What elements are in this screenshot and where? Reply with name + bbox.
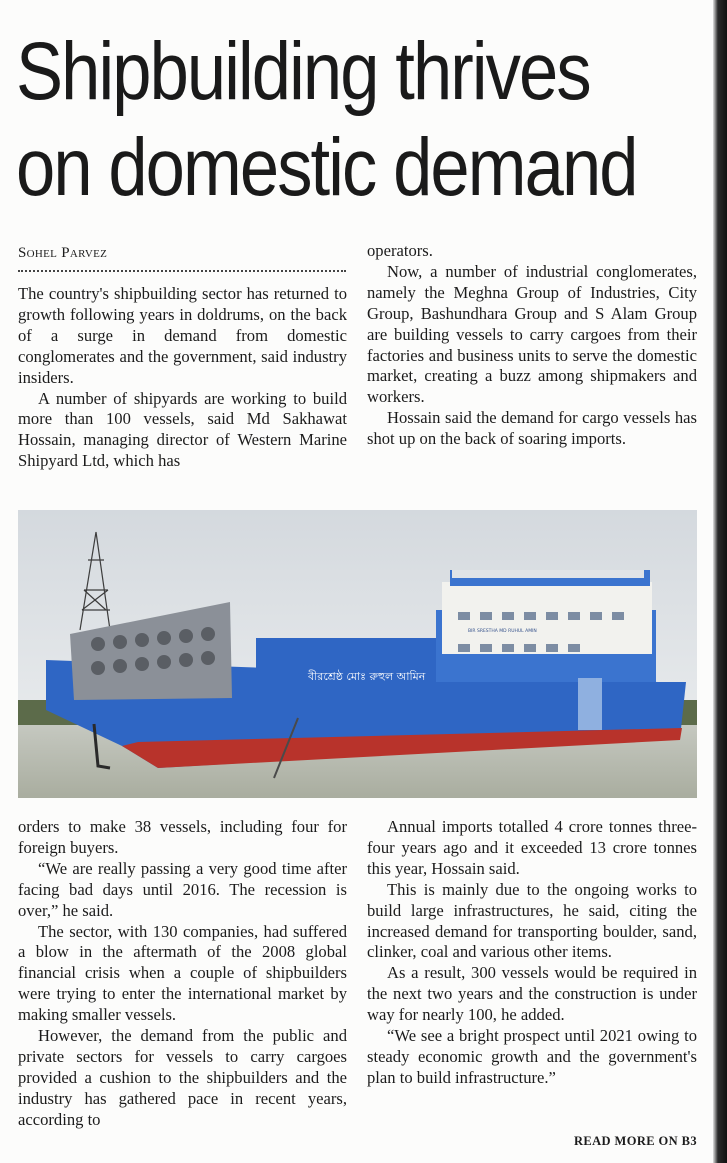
paragraph: Annual imports totalled 4 crore tonnes three-four years ago and it exceeded 13 crore tonnes this year, Hossain said.: [367, 817, 697, 878]
headline-line-1: Shipbuilding thrives: [16, 26, 590, 117]
paragraph: “We see a bright prospect until 2021 owing to steady economic growth and the government's plan to build infrastructure.”: [367, 1026, 697, 1087]
paragraph: This is mainly due to the ongoing works to build large infrastructures, he said, citing the increased demand for transporting boulder, sand, clinker, coal and various other items.: [367, 879, 697, 962]
paragraph: The country's shipbuilding sector has returned to growth following years in doldrums, on the back of a surge in demand from domestic conglomerates and the government, said industry insiders.: [18, 284, 347, 387]
paragraph: As a result, 300 vessels would be required in the next two years and the construction is under way for nearly 100, he added.: [367, 963, 697, 1025]
paragraph: A number of shipyards are working to build more than 100 vessels, said Md Sakhawat Hossain, managing director of Western Marine Shipyard Ltd, which has: [18, 388, 347, 471]
byline-last-name: ARVEZ: [69, 248, 108, 260]
column-1: [18, 284, 347, 472]
ship-photo: [18, 510, 697, 798]
paragraph: Hossain said the demand for cargo vessels has shot up on the back of soaring imports.: [367, 408, 697, 449]
byline-initial-last: P: [61, 245, 70, 261]
headline: [16, 24, 637, 216]
paragraph: Now, a number of industrial conglomerates, namely the Meghna Group of Industries, City Group, Bashundhara Group and S Alam Group are building vessels to carry cargoes from their factories and business units to serve the domestic market, creating a buzz among shipmakers and workers.: [367, 261, 697, 407]
byline: [18, 245, 107, 262]
read-more-link[interactable]: READ MORE ON B3: [573, 1134, 697, 1148]
paragraph: However, the demand from the public and private sectors for vessels to carry cargoes provided a cushion to the shipbuilders and the industry has gathered pace in recent years, according to: [18, 1026, 347, 1129]
paragraph: operators.: [367, 241, 433, 260]
byline-divider: [18, 270, 346, 272]
byline-first-name: OHEL: [26, 248, 58, 260]
page-edge-shadow: [713, 0, 727, 1163]
paragraph: The sector, with 130 companies, had suffered a blow in the aftermath of the 2008 global financial crisis when a couple of shipbuilders were trying to enter the international market by making smaller vessels.: [18, 921, 347, 1025]
column-4: [367, 817, 697, 1089]
hull-name: বীরশ্রেষ্ঠ মোঃ রুহুল আমিন: [308, 670, 426, 683]
paragraph: orders to make 38 vessels, including four for foreign buyers.: [18, 817, 347, 857]
column-3: [18, 817, 347, 1131]
byline-initial-first: S: [18, 245, 27, 261]
column-2: [367, 241, 697, 450]
superstructure-name: BIR SRESTHA MD RUHUL AMIN: [468, 629, 537, 634]
headline-line-2: on domestic demand: [16, 122, 637, 213]
paragraph: “We are really passing a very good time after facing bad days until 2016. The recession is over,” he said.: [18, 858, 347, 920]
